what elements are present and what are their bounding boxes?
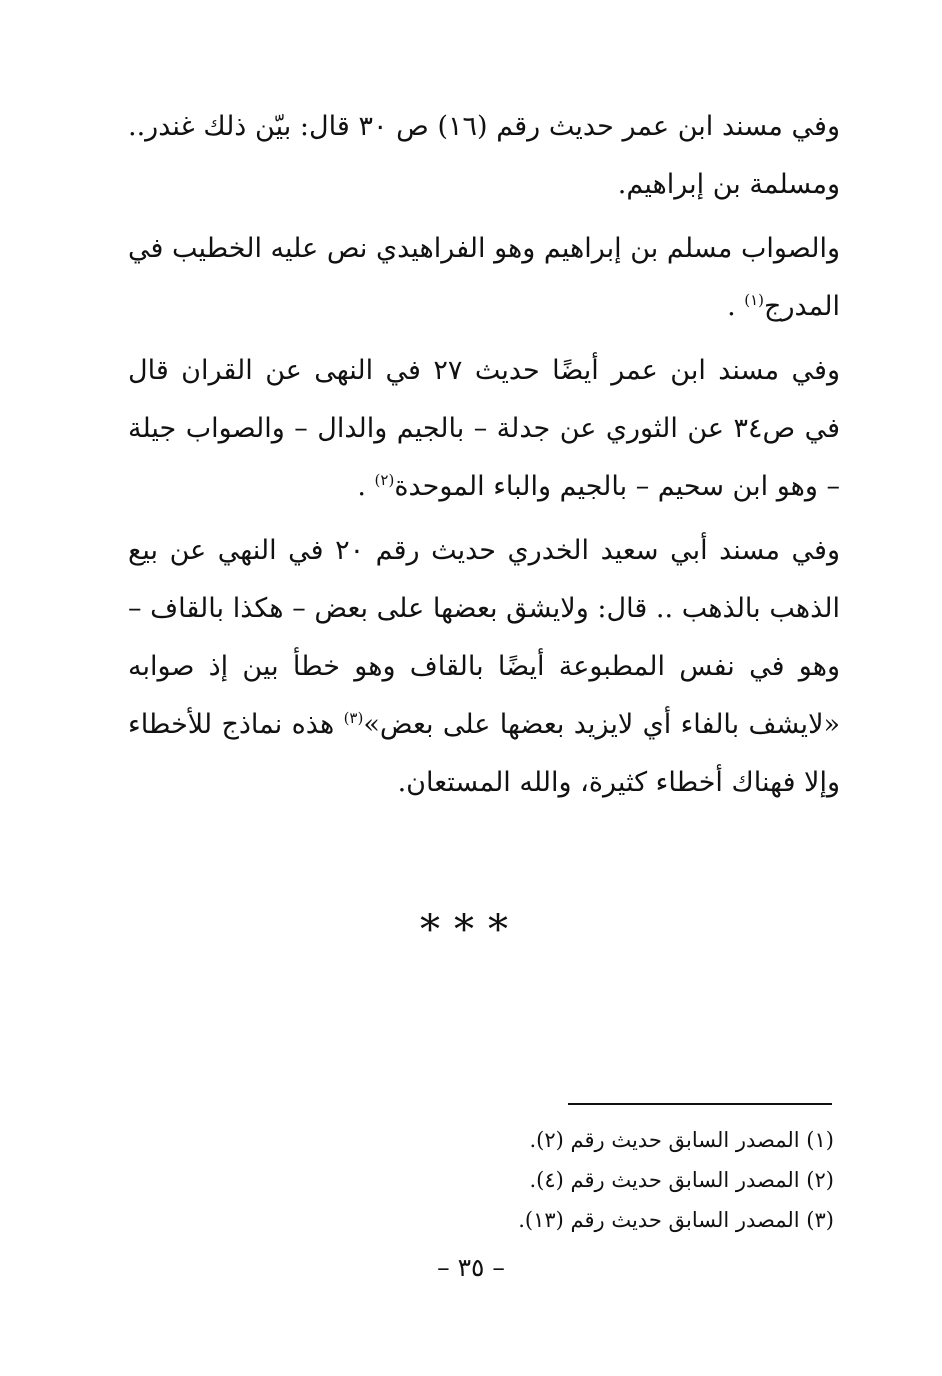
paragraph-2-text: والصواب مسلم بن إبراهيم وهو الفراهيدي نص عليه الخطيب في المدرج — [128, 233, 840, 322]
paragraph-4-text: وفي مسند أبي سعيد الخدري حديث رقم ٢٠ في النهي عن بيع الذهب بالذهب .. قال: ولايشق بعضها على بعض – هكذا بالقاف – وهو في نفس المطبوعة أيضًا بالقاف وهو خطأ بين إذ صوابه «لايشف بالفاء أي لايزيد بعضها على بعض» — [128, 535, 840, 740]
paragraph-3: وفي مسند ابن عمر أيضًا حديث ٢٧ في النهى عن القران قال في ص٣٤ عن الثوري عن جدلة – بالجيم والدال – والصواب جيلة – وهو ابن سحيم – بالجيم والباء الموحدة$^{(٢)}$ . — [128, 355, 840, 502]
paragraph-4-tail: هذه نماذج للأخطاء وإلا فهناك أخطاء كثيرة، والله المستعان. — [128, 709, 840, 798]
footnote-ref-2: (٢) — [374, 471, 395, 489]
footnote-2: (٢) المصدر السابق حديث رقم (٤). — [529, 1168, 834, 1192]
footnote-3: (٣) المصدر السابق حديث رقم (١٣). — [518, 1208, 834, 1232]
footnotes — [400, 1120, 834, 1240]
section-separator: *** — [420, 907, 522, 953]
paragraph-3-text: وفي مسند ابن عمر أيضًا حديث ٢٧ في النهى عن القران قال في ص٣٤ عن الثوري عن جدلة – بالجيم والدال – والصواب جيلة – وهو ابن سحيم – بالجيم والباء الموحدة — [128, 355, 840, 502]
paragraph-4 — [128, 522, 840, 812]
footnote-ref-3: (٣) — [343, 709, 364, 727]
footnote-1: (١) المصدر السابق حديث رقم (٢). — [529, 1128, 834, 1152]
paragraph-1 — [128, 98, 840, 214]
paragraph-2: والصواب مسلم بن إبراهيم وهو الفراهيدي نص عليه الخطيب في المدرج$^{(١)}$ . — [128, 233, 840, 322]
footnote-ref-1: (١) — [744, 291, 765, 309]
main-text — [128, 98, 840, 818]
footnote-divider — [568, 1103, 832, 1105]
paragraph-1-text: وفي مسند ابن عمر حديث رقم (١٦) ص ٣٠ قال: بيّن ذلك غندر.. ومسلمة بن إبراهيم. — [128, 111, 841, 200]
page-number: – ٣٥ – — [437, 1253, 505, 1282]
